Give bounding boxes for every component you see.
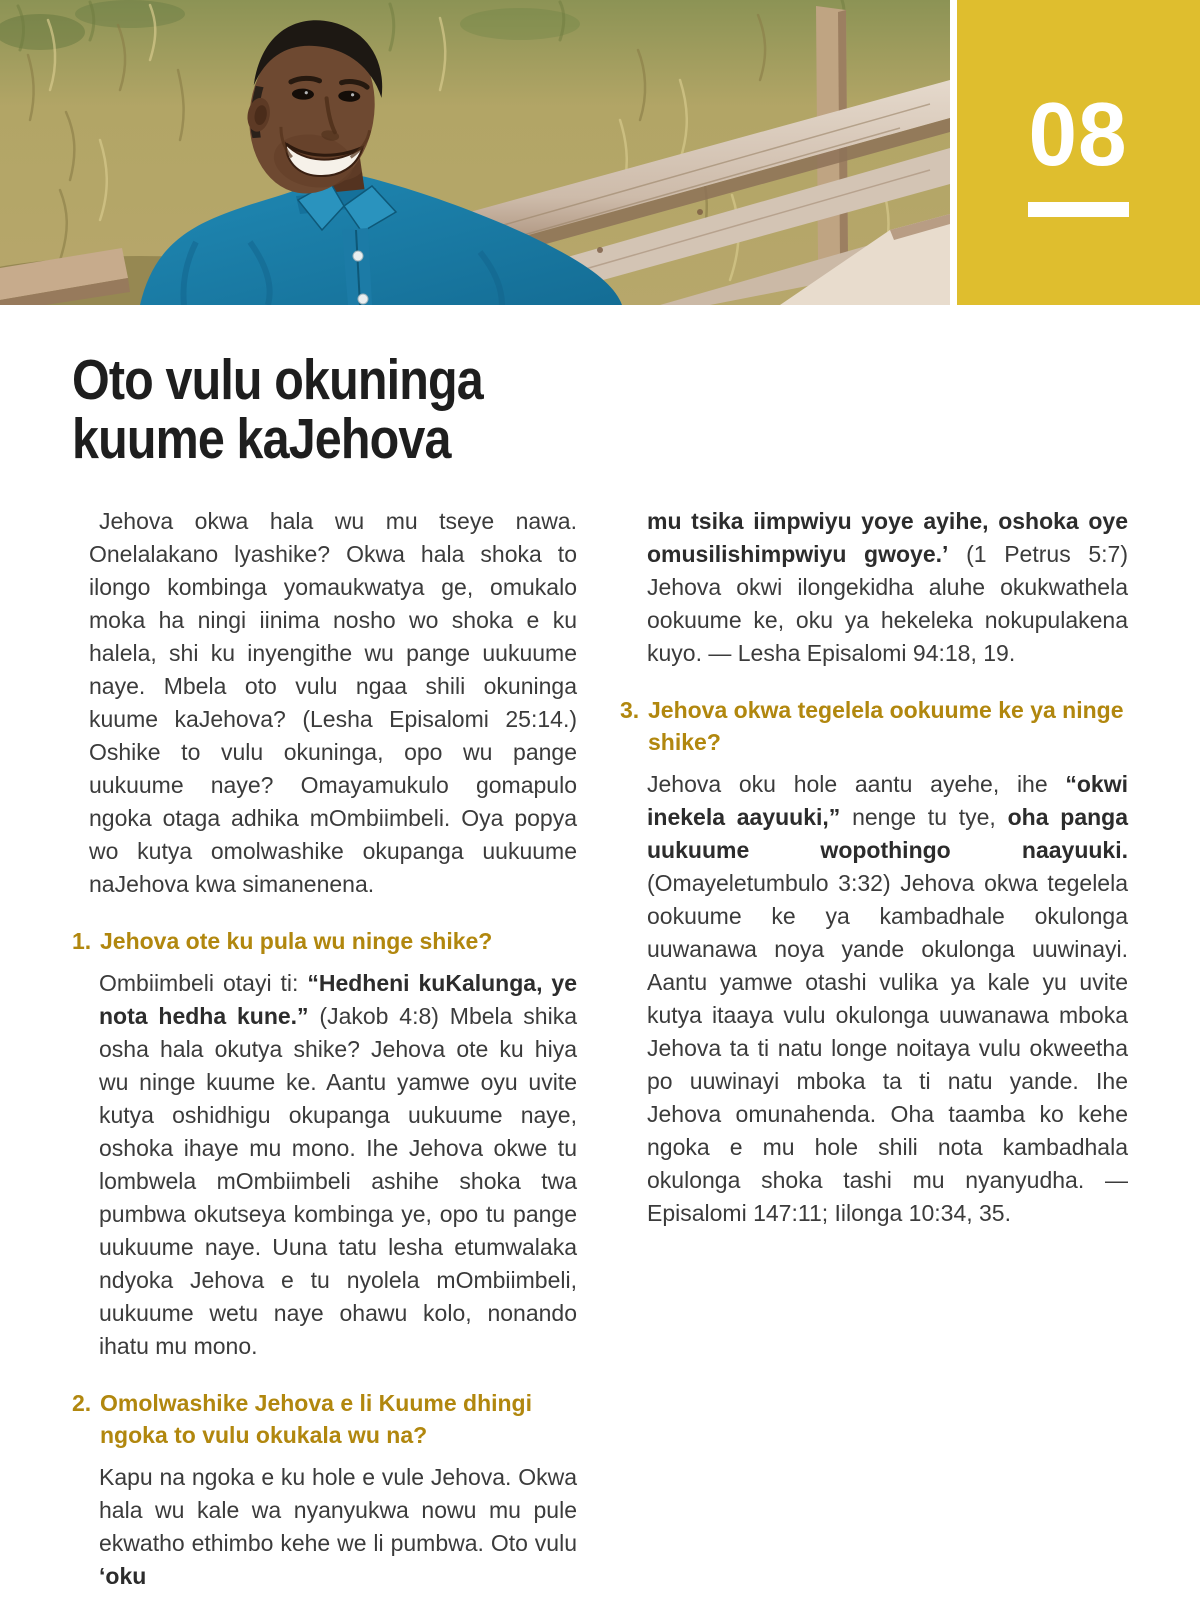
question-number: 2. — [72, 1390, 92, 1416]
body-paragraph — [99, 967, 577, 1363]
intro-paragraph — [89, 505, 577, 901]
shirt-button — [353, 251, 363, 261]
bold-text-run: ‘oku — [99, 1563, 147, 1589]
bold-text-run: oha panga uukuume wopothingo naayuuki. — [647, 804, 1128, 863]
article-title — [72, 348, 1200, 471]
title-line-1: Oto vulu okuninga — [72, 348, 483, 412]
lesson-number-badge — [957, 0, 1200, 305]
text-run: Jehova okwa hala wu mu tseye nawa. Onelalakano lyashike? Okwa hala shoka to ilongo kombinga yomaukwatya ge, omukalo moka ha ningi iinima nosho wo shoka e ku halela, shi ku inyengithe wu pange uukuume naye. Mbela oto vulu ngaa shili okuninga kuume kaJehova? (Lesha Episalomi 25:14.) Oshike to vulu okuninga, opo wu pange uukuume naye? Omayamukulo gomapulo ngoka otaga adhika mOmbiimbeli. Oya popya wo kutya omolwashike okupanga uukuume naJehova kwa simanenena. — [89, 508, 577, 897]
shirt-button — [358, 294, 368, 304]
question-heading — [620, 694, 1128, 758]
text-run: Kapu na ngoka e ku hole e vule Jehova. Okwa hala wu kale wa nyanyukwa nowu mu pule ekwatho ethimbo kehe we li pumbwa. Oto vulu — [99, 1464, 577, 1556]
bold-text-run: mu tsika iimpwiyu yoye ayihe, oshoka oye omusilishimpwiyu gwoye.’ — [647, 508, 1128, 567]
text-run: nenge tu tye, — [840, 804, 1008, 830]
title-line-2: kuume kaJehova — [72, 407, 451, 471]
bold-text-run: “Hedheni kuKalunga, ye nota hedha kune.” — [99, 970, 577, 1029]
question-text: Omolwashike Jehova e li Kuume dhingi ngoka to vulu okukala wu na? — [100, 1390, 532, 1448]
text-run: Ombiimbeli otayi ti: — [99, 970, 308, 996]
question-heading — [72, 925, 577, 957]
bold-text-run: “okwi inekela aayuuki,” — [647, 771, 1128, 830]
question-text: Jehova okwa tegelela ookuume ke ya ninge shike? — [648, 697, 1124, 755]
text-run: Jehova oku hole aantu ayehe, ihe — [647, 771, 1066, 797]
badge-underline — [1028, 202, 1129, 217]
article-body — [72, 505, 1128, 1607]
question-text: Jehova ote ku pula wu ninge shike? — [100, 928, 493, 954]
text-run: (Jakob 4:8) Mbela shika osha hala okutya shike? Jehova ote ku hiya wu ninge kuume ke. Aantu yamwe oyu uvite kutya oshidhigu okupanga uukuume naye, oshoka ihaye mu mono. Ihe Jehova okwe tu lombwela mOmbiimbeli ashihe shoka twa pumbwa okutseya kombinga ye, opo tu pange uukuume naye. Uuna tatu lesha etumwalaka ndyoka Jehova e tu nyolela mOmbiimbeli, uukuume wetu naye ohawu kolo, nonando ihatu mu mono. — [99, 1003, 577, 1359]
text-run: (Omayeletumbulo 3:32) Jehova okwa tegelela ookuume ke ya kambadhale okulonga uuwanawa noya yande okulonga uuwinayi. Aantu yamwe otashi vulika ya kale yu uvite kutya itaaya vulu okulonga uuwanawa mboka Jehova ta ti natu longe noitaya vulu okweetha po uuwinayi mboka ta ti natu yande. Ihe Jehova omunahenda. Oha taamba ko kehe ngoka e mu hole shili nota kambadhala okulonga shoka tashi mu nyanyudha. — Episalomi 147:11; Iilonga 10:34, 35. — [647, 870, 1128, 1226]
hero-photo — [0, 0, 950, 305]
text-run: (1 Petrus 5:7) Jehova okwi ilongekidha aluhe okukwathela ookuume ke, oku ya hekeleka nokupulakena kuyo. — Lesha Episalomi 94:18, 19. — [647, 541, 1128, 666]
question-heading — [72, 1387, 577, 1451]
body-paragraph — [647, 768, 1128, 1230]
column-left — [72, 505, 577, 1607]
body-paragraph — [99, 1461, 577, 1593]
question-number: 1. — [72, 928, 92, 954]
column-right — [620, 505, 1128, 1607]
body-paragraph — [647, 505, 1128, 670]
hero-section — [0, 0, 1200, 305]
question-number: 3. — [620, 697, 640, 723]
lesson-number: 08 — [1028, 85, 1129, 185]
